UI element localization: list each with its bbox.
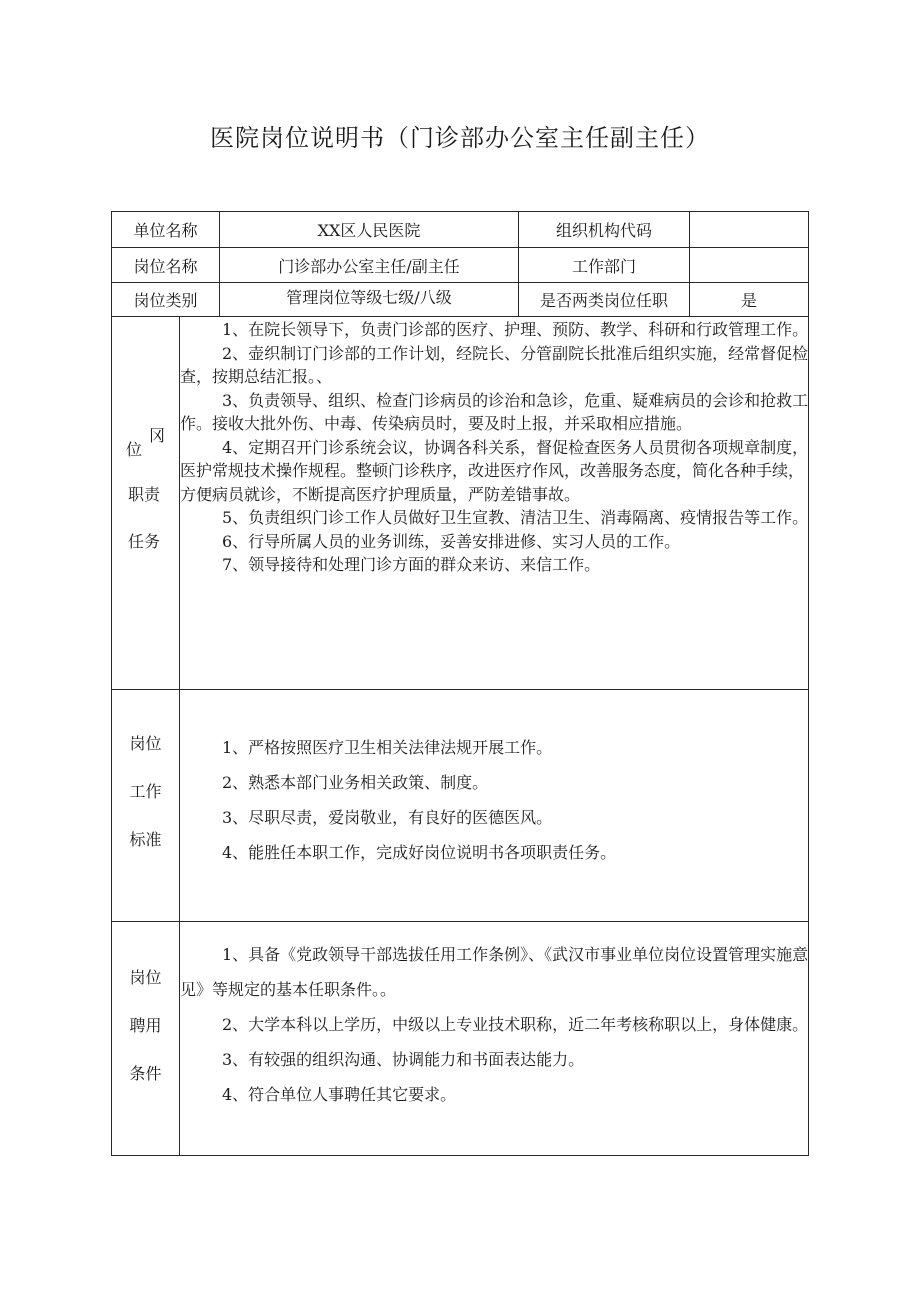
duties-label-part: 职责: [128, 485, 161, 504]
dual-post-value: 是: [740, 291, 757, 310]
duties-label-part: 位: [126, 440, 143, 459]
duties-label-part: 任务: [128, 532, 161, 551]
table-rule: [111, 316, 809, 317]
hiring-item: 3、有较强的组织沟通、协调能力和书面表达能力。: [222, 1050, 585, 1069]
hiring-list: [180, 937, 809, 1112]
duty-item: 7、领导接待和处理门诊方面的群众来访、来信工作。: [222, 555, 601, 574]
unit-name-label: 单位名称: [133, 221, 198, 240]
hiring-item: 4、符合单位人事聘任其它要求。: [222, 1085, 457, 1104]
standards-label-part: 岗位: [129, 734, 162, 753]
hiring-label-part: 岗位: [129, 968, 162, 987]
work-dept-label: 工作部门: [571, 256, 636, 276]
org-code-value: [690, 212, 808, 247]
document-title: 医院岗位说明书（门诊部办公室主任副主任）: [210, 124, 710, 152]
table-rule: [111, 921, 809, 922]
duty-item: 5、负责组织门诊工作人员做好卫生宣教、清洁卫生、消毒隔离、疫情报告等工作。: [222, 508, 809, 527]
hiring-label-part: 条件: [129, 1064, 162, 1083]
unit-name-value: XX区人民医院: [317, 221, 421, 240]
duty-item: 6、行导所属人员的业务训练，妥善安排进修、实习人员的工作。: [222, 531, 681, 551]
org-code-label: 组织机构代码: [555, 221, 652, 240]
standards-list: [180, 730, 809, 870]
table-border-bottom: [111, 1155, 809, 1156]
duty-item: 4、定期召开门诊系统会议，协调各科关系，督促检查医务人员贯彻各项规章制度，医护常规技术操作规程。整顿门诊秩序，改进医疗作风，改善服务态度，简化各种手续，方便病员就诊，不断提高医疗护理质量，严防差错事故。: [180, 437, 809, 504]
duty-item: 1、在院长领导下，负责门诊部的医疗、护理、预防、教学、科研和行政管理工作。: [222, 320, 809, 339]
standard-item: 2、熟悉本部门业务相关政策、制度。: [222, 773, 489, 792]
duties-label-part: 冈: [149, 426, 166, 445]
table-rule: [111, 689, 809, 690]
post-name-value: 门诊部办公室主任/副主任: [278, 256, 460, 276]
hiring-label: [112, 954, 179, 1098]
standards-label-part: 标准: [129, 830, 162, 849]
hiring-label-part: 聘用: [129, 1016, 162, 1035]
post-category-value: 管理岗位等级七级/八级: [286, 287, 452, 307]
standard-item: 4、能胜任本职工作，完成好岗位说明书各项职责任务。: [222, 843, 617, 862]
standards-label-part: 工作: [129, 782, 162, 801]
dual-post-label: 是否两类岗位任职: [539, 291, 668, 310]
standard-item: 1、严格按照医疗卫生相关法律法规开展工作。: [222, 738, 553, 757]
standard-item: 3、尽职尽责，爱岗敬业，有良好的医德医风。: [222, 808, 553, 827]
hiring-item: 2、大学本科以上学历，中级以上专业技术职称，近二年考核称职以上，身体健康。: [222, 1015, 809, 1034]
standards-label: [112, 720, 179, 864]
post-category-label: 岗位类别: [133, 291, 198, 310]
hiring-item: 1、具备《党政领导干部选拔任用工作条例》、《武汉市事业单位岗位设置管理实施意见》等规定的基本任职条件。。: [180, 945, 809, 999]
duty-item: 2、壶织制订门诊部的工作计划，经院长、分管副院长批准后组织实施，经常督促检查，按期总结汇报。、: [180, 343, 809, 386]
post-name-label: 岗位名称: [133, 256, 198, 276]
work-dept-value: [690, 248, 808, 282]
duties-list: [180, 318, 809, 577]
duty-item: 3、负责领导、组织、检查门诊病员的诊治和急诊，危重、疑难病员的会诊和抢救工作。接收大批外伤、中毒、传染病员时，要及时上报，并采取相应措施。: [180, 390, 809, 433]
